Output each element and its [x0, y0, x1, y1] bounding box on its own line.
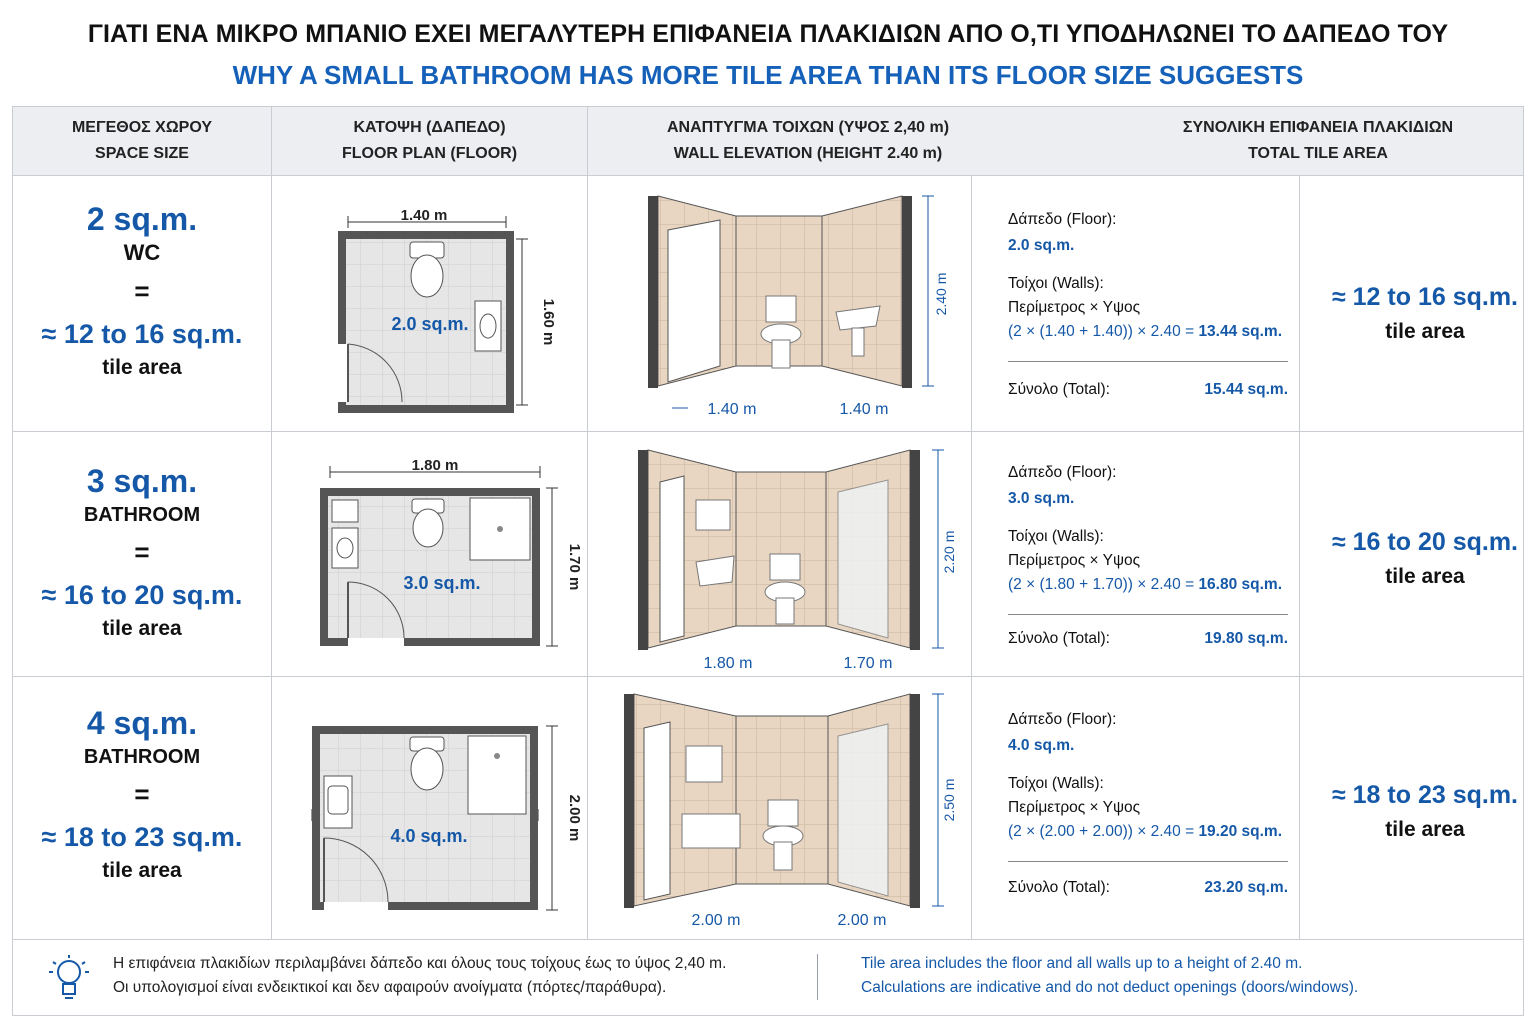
header-label-greek: ΣΥΝΟΛΙΚΗ ΕΠΙΦΑΝΕΙΑ ΠΛΑΚΙΔΙΩΝ	[1182, 119, 1454, 136]
footer-note	[12, 940, 1524, 1016]
space-size-cell	[13, 705, 271, 883]
elevation-height-label: 2.50 m	[941, 778, 957, 822]
footer-divider	[817, 954, 818, 1000]
header-label-english: TOTAL TILE AREA	[1248, 145, 1388, 162]
space-size-cell	[13, 201, 271, 380]
calculation-divider	[1008, 861, 1288, 862]
calculation-divider	[1008, 614, 1288, 615]
column-divider	[971, 175, 972, 939]
elevation-height-label: 2.40 m	[933, 272, 949, 316]
equals-sign: =	[134, 779, 150, 809]
total-tile-cell	[1313, 528, 1536, 589]
floor-plan-3sqm	[320, 457, 583, 646]
plan-area-label: 4.0 sq.m.	[390, 826, 468, 846]
floor-plans	[272, 176, 587, 939]
walls-label: Τοίχοι (Walls):	[1008, 775, 1104, 792]
space-size-value: 2 sq.m.	[86, 201, 198, 237]
header-floor-plan	[272, 107, 587, 175]
plan-depth-label: 1.60 m	[540, 298, 557, 346]
toilet-icon	[410, 242, 444, 297]
plan-depth-label: 1.70 m	[566, 543, 583, 591]
door-icon	[644, 722, 670, 900]
space-kind: BATHROOM	[83, 504, 201, 526]
equals-sign: =	[134, 276, 150, 306]
tile-range: ≈ 18 to 23 sq.m.	[41, 822, 243, 852]
tile-range: ≈ 16 to 20 sq.m.	[41, 580, 243, 610]
tile-area-label: tile area	[102, 859, 182, 882]
total-label: Σύνολο (Total):	[1008, 630, 1110, 647]
wall-elevation-3sqm	[638, 450, 957, 672]
total-value: 15.44 sq.m.	[1204, 381, 1288, 398]
plan-area-label: 3.0 sq.m.	[403, 573, 481, 593]
total-tile-label: tile area	[1385, 320, 1465, 343]
footer-line: Η επιφάνεια πλακιδίων περιλαμβάνει δάπεδο και όλους τους τοίχους έως το ύψος 2,40 m.	[113, 955, 727, 972]
footer-english-text	[861, 952, 1358, 1000]
space-size-value: 3 sq.m.	[86, 463, 198, 499]
elevation-right-label: 2.00 m	[837, 912, 887, 929]
walls-label: Τοίχοι (Walls):	[1008, 528, 1104, 545]
wall-edge	[910, 450, 920, 650]
space-size-value: 4 sq.m.	[86, 705, 198, 741]
header-space-size	[13, 107, 271, 175]
floor-label: Δάπεδο (Floor):	[1008, 464, 1117, 481]
calculation-cell	[1008, 464, 1288, 664]
page-title-english: WHY A SMALL BATHROOM HAS MORE TILE AREA THAN ITS FLOOR SIZE SUGGESTS	[232, 60, 1304, 90]
mirror-icon	[686, 746, 722, 782]
door-icon	[668, 220, 720, 382]
wall-edge	[624, 694, 634, 908]
total-value: 19.80 sq.m.	[1204, 630, 1288, 647]
calculation-cell	[1008, 711, 1288, 911]
tile-area-label: tile area	[102, 356, 182, 379]
space-kind: WC	[123, 240, 161, 265]
wall-elevation-4sqm	[624, 694, 957, 929]
shower-icon	[468, 736, 526, 814]
plan-width-label: 1.40 m	[400, 207, 448, 224]
walls-value: 13.44 sq.m.	[1198, 323, 1283, 340]
plan-area-label: 2.0 sq.m.	[391, 314, 469, 334]
toilet-icon	[410, 737, 444, 790]
header-wall-elevation	[588, 107, 1028, 175]
header-label-english: FLOOR PLAN (FLOOR)	[341, 145, 518, 162]
header-label-greek: ΜΕΓΕΘΟΣ ΧΩΡΟΥ	[71, 119, 213, 136]
page-title-greek: ΓΙΑΤΙ ΕΝΑ ΜΙΚΡΟ ΜΠΑΝΙΟ ΕΧΕΙ ΜΕΓΑΛΥΤΕΡΗ ΕΠΙΦΑΝΕΙΑ ΠΛΑΚΙΔΙΩΝ ΑΠΟ Ο,ΤΙ ΥΠΟΔΗΛΩΝΕΙ ΤΟ ΔΑΠΕΔΟ ΤΟΥ	[87, 20, 1449, 48]
walls-formula-label: Περίμετρος × Υψος	[1008, 299, 1141, 316]
walls-formula: (2 × (2.00 + 2.00)) × 2.40 =	[1008, 823, 1195, 840]
shower-icon	[838, 480, 888, 638]
floor-label: Δάπεδο (Floor):	[1008, 711, 1117, 728]
header-total-tile-area	[1143, 107, 1493, 175]
space-size-cell	[13, 463, 271, 641]
shower-icon	[838, 724, 888, 896]
total-tile-label: tile area	[1385, 818, 1465, 841]
elevation-right-label: 1.40 m	[839, 401, 889, 418]
floor-plan-4sqm	[312, 726, 583, 910]
total-tile-cell	[1313, 283, 1536, 344]
column-divider	[1299, 175, 1300, 939]
total-tile-label: tile area	[1385, 565, 1465, 588]
header-label-greek: ΚΑΤΟΨΗ (ΔΑΠΕΔΟ)	[353, 119, 506, 136]
calculation-cell	[1008, 211, 1288, 411]
sink-icon	[475, 301, 501, 351]
total-tile-cell	[1313, 781, 1536, 842]
walls-formula: (2 × (1.40 + 1.40)) × 2.40 =	[1008, 323, 1195, 340]
lightbulb-icon	[47, 954, 91, 1002]
footer-line: Tile area includes the floor and all walls up to a height of 2.40 m.	[861, 955, 1303, 972]
wall-edge	[910, 694, 920, 908]
total-value: 23.20 sq.m.	[1204, 879, 1288, 896]
tile-area-label: tile area	[102, 617, 182, 640]
vanity-icon	[324, 776, 352, 828]
shower-icon	[470, 498, 530, 560]
wall-edge	[902, 196, 912, 388]
total-label: Σύνολο (Total):	[1008, 879, 1110, 896]
floor-value: 3.0 sq.m.	[1008, 490, 1075, 507]
total-tile-range: ≈ 18 to 23 sq.m.	[1331, 781, 1518, 809]
elevation-left-label: 1.80 m	[703, 655, 753, 672]
elevation-left-label: 1.40 m	[707, 401, 757, 418]
elevation-left-label: 2.00 m	[691, 912, 741, 929]
walls-value: 16.80 sq.m.	[1198, 576, 1283, 593]
elevation-right-label: 1.70 m	[843, 655, 893, 672]
toilet-icon	[412, 499, 444, 547]
walls-formula-label: Περίμετρος × Υψος	[1008, 552, 1141, 569]
wall-edge	[648, 196, 658, 388]
space-kind: BATHROOM	[83, 746, 201, 768]
header-label-greek: ΑΝΑΠΤΥΓΜΑ ΤΟΙΧΩΝ (ΥΨΟΣ 2,40 m)	[666, 119, 950, 136]
equals-sign: =	[134, 537, 150, 567]
calculation-divider	[1008, 361, 1288, 362]
floor-label: Δάπεδο (Floor):	[1008, 211, 1117, 228]
header-label-english: SPACE SIZE	[95, 145, 189, 162]
floor-plan-wc	[338, 207, 557, 413]
comparison-table	[12, 106, 1524, 940]
sink-icon	[332, 528, 358, 568]
footer-line: Calculations are indicative and do not deduct openings (doors/windows).	[861, 979, 1359, 996]
total-tile-range: ≈ 16 to 20 sq.m.	[1331, 528, 1518, 556]
walls-label: Τοίχοι (Walls):	[1008, 275, 1104, 292]
elevation-height-label: 2.20 m	[941, 530, 957, 574]
mirror-icon	[696, 500, 730, 530]
vanity-icon	[682, 814, 740, 848]
walls-formula: (2 × (1.80 + 1.70)) × 2.40 =	[1008, 576, 1195, 593]
header-label-english: WALL ELEVATION (HEIGHT 2.40 m)	[673, 145, 943, 162]
total-tile-range: ≈ 12 to 16 sq.m.	[1331, 283, 1518, 311]
cabinet-icon	[332, 500, 358, 522]
footer-line: Οι υπολογισμοί είναι ενδεικτικοί και δεν αφαιρούν ανοίγματα (πόρτες/παράθυρα).	[113, 979, 667, 996]
wall-elevations	[588, 176, 971, 939]
right-wall	[822, 196, 902, 386]
floor-value: 4.0 sq.m.	[1008, 737, 1075, 754]
floor-value: 2.0 sq.m.	[1008, 237, 1075, 254]
plan-depth-label: 2.00 m	[566, 794, 583, 842]
tile-range: ≈ 12 to 16 sq.m.	[41, 319, 243, 349]
walls-value: 19.20 sq.m.	[1198, 823, 1283, 840]
footer-greek-text	[113, 952, 726, 1000]
walls-formula-label: Περίμετρος × Υψος	[1008, 799, 1141, 816]
wall-edge	[638, 450, 648, 650]
total-label: Σύνολο (Total):	[1008, 381, 1110, 398]
wall-elevation-wc	[648, 196, 949, 418]
door-icon	[660, 476, 684, 642]
plan-width-label: 1.80 m	[411, 457, 459, 474]
